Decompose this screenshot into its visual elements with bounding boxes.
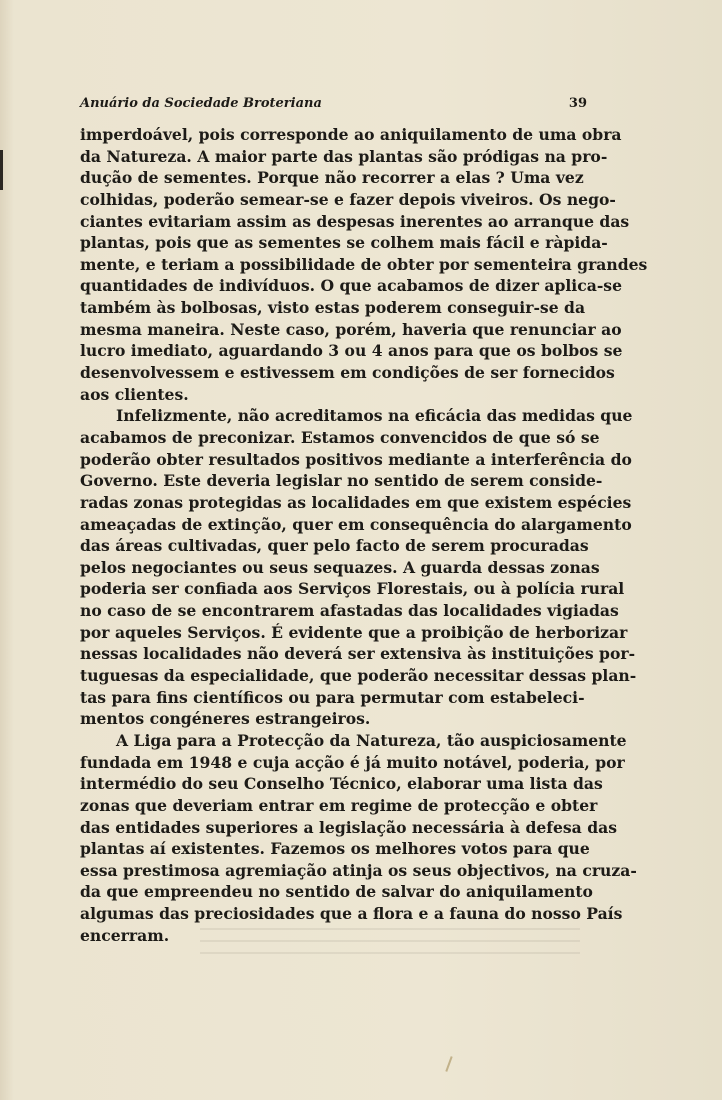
text-line: essa prestimosa agremiação atinja os seus objectivos, na cruza-: [80, 860, 637, 880]
text-line: radas zonas protegidas as localidades em que existem espécies: [80, 492, 632, 512]
text-line: mente, e teriam a possibilidade de obter por sementeira grandes: [80, 254, 648, 274]
text-line: poderão obter resultados positivos mediante a interferência do: [80, 449, 632, 469]
binding-edge-mark: [0, 150, 3, 190]
page-number: 39: [568, 96, 587, 111]
paragraph-3: [80, 730, 637, 946]
text-line: aos clientes.: [80, 384, 189, 404]
text-line: da Natureza. A maior parte das plantas são pródigas na pro-: [80, 146, 608, 166]
stray-pencil-mark: [445, 1056, 452, 1072]
text-line: intermédio do seu Conselho Técnico, elaborar uma lista das: [80, 774, 603, 794]
text-line: plantas aí existentes. Fazemos os melhores votos para que: [80, 839, 590, 859]
text-line: das áreas cultivadas, quer pelo facto de serem procuradas: [80, 536, 589, 556]
running-header: [80, 96, 587, 114]
show-through-bleed: [200, 928, 580, 964]
text-line: nessas localidades não deverá ser extensiva às instituições por-: [80, 644, 636, 664]
text-line: quantidades de indivíduos. O que acabamos de dizer aplica-se: [80, 276, 623, 296]
text-line: fundada em 1948 e cuja acção é já muito notável, poderia, por: [80, 752, 625, 772]
text-line: das entidades superiores a legislação necessária à defesa das: [80, 817, 618, 837]
text-line: tas para fins científicos ou para permutar com estabeleci-: [80, 687, 585, 707]
text-line: também às bolbosas, visto estas poderem conseguir-se da: [80, 298, 586, 318]
running-title: Anuário da Sociedade Broteriana: [80, 96, 322, 111]
text-line: colhidas, poderão semear-se e fazer depois viveiros. Os nego-: [80, 189, 616, 209]
text-line: algumas das preciosidades que a flora e a fauna do nosso País: [80, 904, 623, 924]
text-line: mesma maneira. Neste caso, porém, haveria que renunciar ao: [80, 319, 622, 339]
text-line: plantas, pois que as sementes se colhem mais fácil e ràpida-: [80, 233, 608, 253]
text-line: pelos negociantes ou seus sequazes. A guarda dessas zonas: [80, 557, 600, 577]
text-line: A Liga para a Protecção da Natureza, tão auspiciosamente: [116, 730, 627, 750]
text-line: tuguesas da especialidade, que poderão necessitar dessas plan-: [80, 666, 637, 686]
text-line: mentos congéneres estrangeiros.: [80, 709, 371, 729]
body-text: [80, 124, 648, 946]
text-line: desenvolvessem e estivessem em condições de ser fornecidos: [80, 363, 615, 383]
text-line: zonas que deveriam entrar em regime de protecção e obter: [80, 795, 598, 815]
text-line: Infelizmente, não acreditamos na eficácia das medidas que: [116, 406, 633, 426]
text-line: no caso de se encontrarem afastadas das localidades vigiadas: [80, 601, 619, 621]
paragraph-2: [80, 405, 637, 730]
text-line: imperdoável, pois corresponde ao aniquilamento de uma obra: [80, 125, 622, 144]
text-line: Governo. Este deveria legislar no sentido de serem conside-: [80, 471, 603, 491]
text-line: poderia ser confiada aos Serviços Florestais, ou à polícia rural: [80, 579, 625, 599]
text-line: ciantes evitariam assim as despesas inerentes ao arranque das: [80, 211, 630, 231]
text-line: acabamos de preconizar. Estamos convencidos de que só se: [80, 427, 600, 447]
paragraph-1: [80, 124, 648, 405]
text-line: lucro imediato, aguardando 3 ou 4 anos para que os bolbos se: [80, 341, 623, 361]
text-line: por aqueles Serviços. É evidente que a proibição de herborizar: [80, 622, 628, 642]
text-line: encerram.: [80, 925, 170, 945]
text-line: dução de sementes. Porque não recorrer a elas ? Uma vez: [80, 168, 584, 188]
text-line: ameaçadas de extinção, quer em consequência do alargamento: [80, 514, 632, 534]
text-line: da que empreendeu no sentido de salvar do aniquilamento: [80, 882, 593, 902]
